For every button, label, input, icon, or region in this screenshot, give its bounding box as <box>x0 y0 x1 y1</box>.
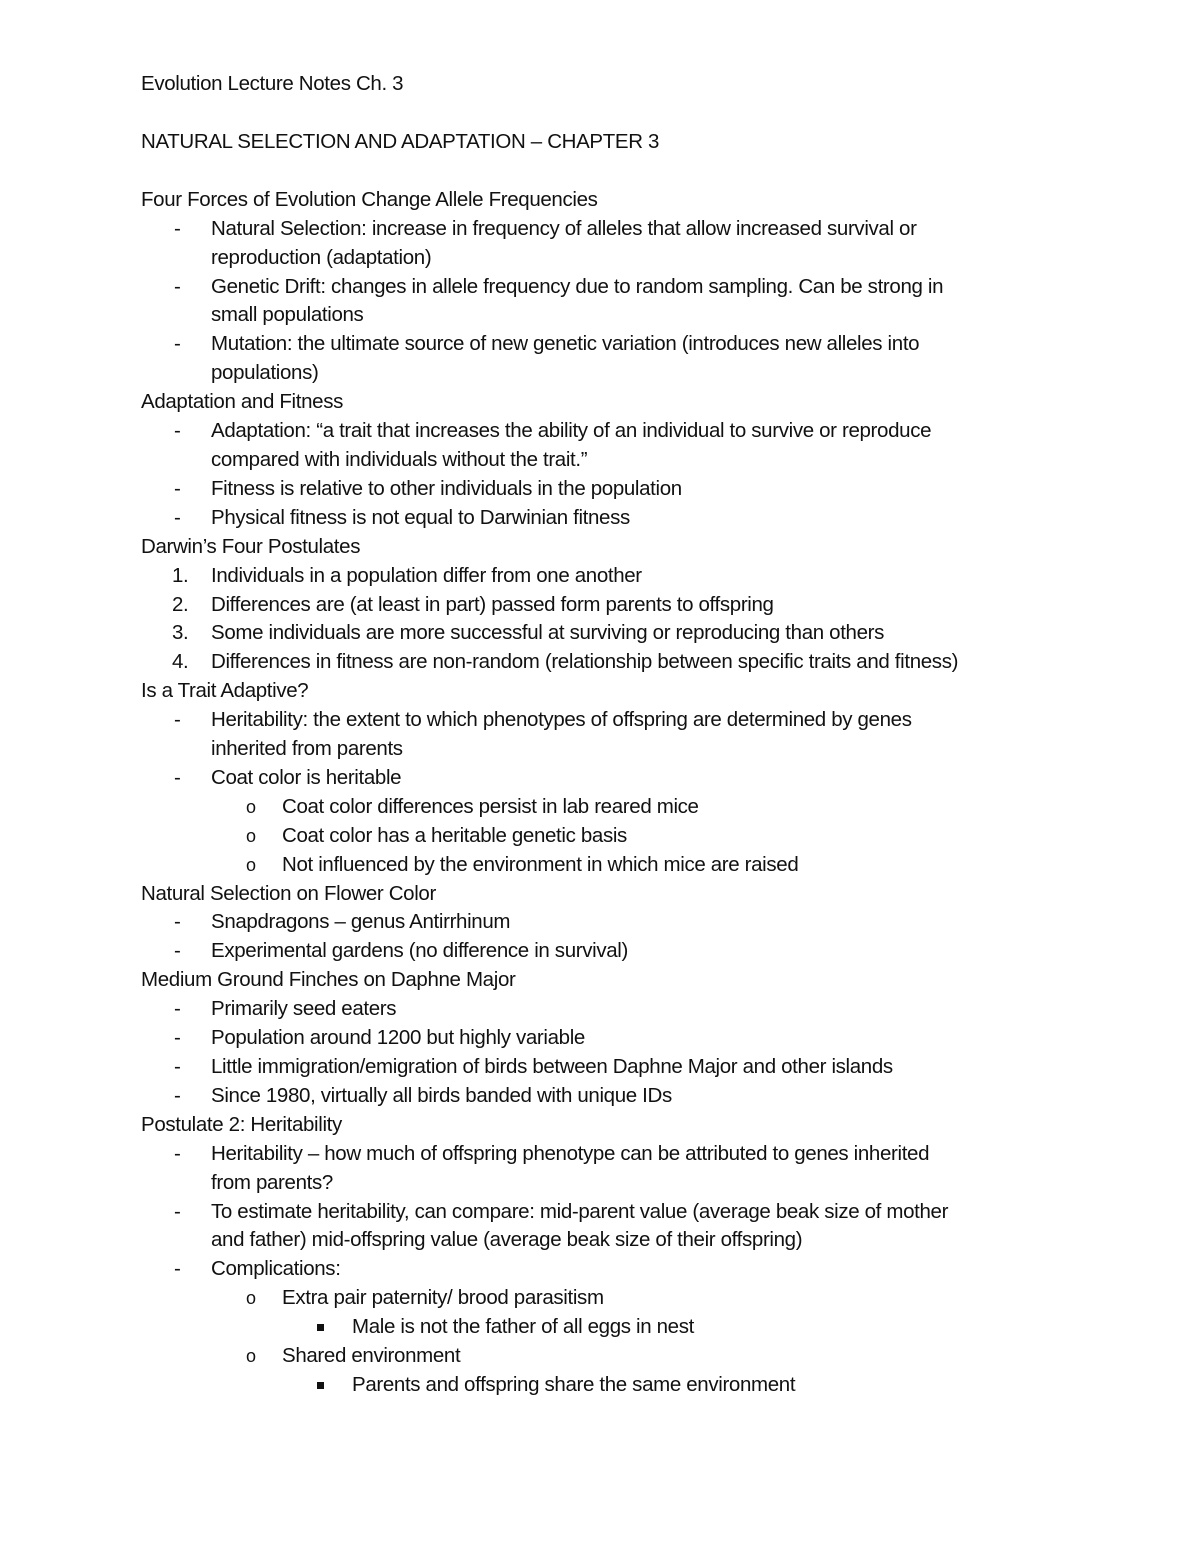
dash-marker: - <box>174 708 181 732</box>
list-item: - Primarily seed eaters <box>141 995 1141 1024</box>
section-heading: Is a Trait Adaptive? <box>141 679 309 703</box>
list-item: - Heritability: the extent to which phenotypes of offspring are determined by genes inherited from parents <box>174 708 912 761</box>
dash-marker: - <box>174 1257 181 1281</box>
square-bullet-icon <box>317 1324 324 1331</box>
sub-list-item: o Coat color has a heritable genetic basis <box>141 822 1141 851</box>
numbered-item: 3. Some individuals are more successful at surviving or reproducing than others <box>141 619 1141 648</box>
dash-marker: - <box>174 1199 181 1223</box>
dash-marker: - <box>174 939 181 963</box>
dash-marker: - <box>174 419 181 443</box>
sub-list-item: o Extra pair paternity/ brood parasitism Male is not the father of all eggs in nest <box>141 1284 1141 1342</box>
number-marker: 2. <box>172 592 189 616</box>
list-item: - Genetic Drift: changes in allele frequency due to random sampling. Can be strong in small populations <box>174 274 944 327</box>
sub-list-item: o Coat color differences persist in lab reared mice <box>141 793 1141 822</box>
number-marker: 1. <box>172 563 189 587</box>
section-heading: Natural Selection on Flower Color <box>141 881 436 905</box>
list-item: - Natural Selection: increase in frequency of alleles that allow increased survival or reproduction (adaptation) <box>174 216 917 269</box>
numbered-item: 1. Individuals in a population differ from one another <box>141 562 1141 591</box>
numbered-item: 2. Differences are (at least in part) passed form parents to offspring <box>141 591 1141 620</box>
sub-sub-list-item: Parents and offspring share the same environment <box>141 1371 1141 1400</box>
square-bullet-icon <box>317 1382 324 1389</box>
dash-marker: - <box>174 476 181 500</box>
list-item: - Mutation: the ultimate source of new genetic variation (introduces new alleles into populations) <box>174 332 920 385</box>
list-item: - Coat color is heritable o Coat color differences persist in lab reared mice o Coat color has a heritable genetic basis o Not influenced by the environment in which mice are raised <box>141 764 1141 880</box>
dash-marker: - <box>174 910 181 934</box>
sub-list-item: o Not influenced by the environment in which mice are raised <box>141 851 1141 880</box>
section-darwins-postulates <box>141 533 1141 678</box>
list-item: - Heritability – how much of offspring phenotype can be attributed to genes inherited from parents? <box>174 1141 930 1194</box>
section-heading: Medium Ground Finches on Daphne Major <box>141 968 516 992</box>
numbered-item: 4. Differences in fitness are non-random (relationship between specific traits and fitness) <box>141 648 1141 677</box>
document-page <box>141 70 1141 1400</box>
number-marker: 3. <box>172 621 189 645</box>
dash-marker: - <box>174 997 181 1021</box>
section-flower-color <box>141 880 1141 967</box>
list-item: - Little immigration/emigration of birds between Daphne Major and other islands <box>141 1053 1141 1082</box>
list-item: - Snapdragons – genus Antirrhinum <box>141 908 1141 937</box>
circle-marker: o <box>246 1288 256 1309</box>
section-adaptation-fitness <box>141 388 1141 533</box>
dash-marker: - <box>174 274 181 298</box>
circle-marker: o <box>246 825 256 846</box>
dash-marker: - <box>174 1026 181 1050</box>
dash-marker: - <box>174 332 181 356</box>
list-item: - Complications: o Extra pair paternity/ brood parasitism Male is not the father of all eggs in nest o Shared environment Parents and offspring share the same environment <box>141 1255 1141 1400</box>
list-item: - Physical fitness is not equal to Darwinian fitness <box>141 504 1141 533</box>
section-heading: Postulate 2: Heritability <box>141 1112 342 1136</box>
circle-marker: o <box>246 1346 256 1367</box>
dash-marker: - <box>174 505 181 529</box>
section-heading: Adaptation and Fitness <box>141 390 343 414</box>
list-item: - Fitness is relative to other individuals in the population <box>141 475 1141 504</box>
dash-marker: - <box>174 1141 181 1165</box>
section-ground-finches <box>141 966 1141 1111</box>
section-heading: Four Forces of Evolution Change Allele Frequencies <box>141 187 598 211</box>
circle-marker: o <box>246 854 256 875</box>
circle-marker: o <box>246 796 256 817</box>
document-title: Evolution Lecture Notes Ch. 3 <box>141 72 404 95</box>
dash-marker: - <box>174 1083 181 1107</box>
dash-marker: - <box>174 216 181 240</box>
dash-marker: - <box>174 1055 181 1078</box>
section-trait-adaptive <box>141 677 1141 879</box>
list-item: - Population around 1200 but highly variable <box>141 1024 1141 1053</box>
list-item: - Since 1980, virtually all birds banded with unique IDs <box>141 1082 1141 1111</box>
number-marker: 4. <box>172 650 189 674</box>
list-item: - Adaptation: “a trait that increases the ability of an individual to survive or reproduce compared with individuals without the trait.” <box>174 419 932 471</box>
section-postulate-heritability <box>141 1111 1141 1400</box>
section-heading: Darwin’s Four Postulates <box>141 534 361 558</box>
sub-list-item: o Shared environment Parents and offspring share the same environment <box>141 1342 1141 1400</box>
chapter-title: NATURAL SELECTION AND ADAPTATION – CHAPTER 3 <box>141 129 660 153</box>
list-item: - To estimate heritability, can compare: mid-parent value (average beak size of mother and father) mid-offspring value (average beak size of their offspring) <box>174 1199 949 1252</box>
sub-sub-list-item: Male is not the father of all eggs in nest <box>141 1313 1141 1342</box>
section-four-forces <box>141 186 1141 388</box>
list-item: - Experimental gardens (no difference in survival) <box>141 937 1141 966</box>
dash-marker: - <box>174 765 181 789</box>
